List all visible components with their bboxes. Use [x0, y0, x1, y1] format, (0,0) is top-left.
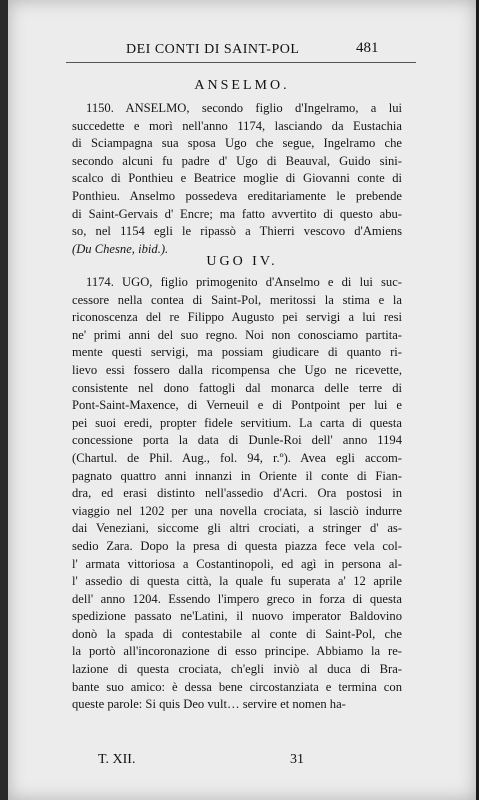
text-line: riconoscenza del re Filippo Augusto pei servigi a lui resi [72, 310, 402, 325]
text-line: dell' anno 1204. Essendo l'impero greco in forza di questa [72, 591, 402, 606]
text-line: pei suoi eredi, propter fidele servitium. La carta di questa [72, 415, 402, 430]
text-line: mente questi servigi, ma possiam giudicare di quanto ri- [72, 345, 402, 360]
running-head-title: DEI CONTI DI SAINT-POL [126, 42, 300, 57]
text-line: scalco di Ponthieu e Beatrice moglie di Giovanni conte di [72, 171, 402, 186]
paragraph-ugo [72, 274, 402, 714]
text-line: pagnato quattro anni innanzi in Oriente il conte di Fian- [72, 468, 402, 483]
text-line: donò la spada di contestabile al conte di Saint-Pol, che [72, 626, 402, 641]
text-line: lievo essi fossero dalla ricompensa che Ugo ne ricevette, [72, 362, 402, 377]
text-line: 1150. ANSELMO, secondo figlio d'Ingelramo, a lui [86, 101, 402, 115]
signature-mark: 31 [290, 752, 304, 767]
text-line: consistente nel dono fattogli dal monarca delle terre di [72, 380, 402, 395]
text-line: 1174. UGO, figlio primogenito d'Anselmo e di lui suc- [86, 275, 402, 289]
text-line: Pont-Saint-Maxence, di Verneuil e di Pontpoint per lui e [72, 398, 402, 413]
text-line: queste parole: Si quis Deo vult… servire et nomen ha- [72, 697, 346, 712]
text-line: (Chartul. de Phil. Aug., fol. 94, r.º). Avea egli accom- [72, 450, 402, 465]
text-line: dra, ed erasi distinto nell'assedio d'Acri. Ora postosi in [72, 486, 402, 501]
text-line: sedio Zara. Dopo la presa di questa piazza fece vela col- [72, 538, 402, 553]
text-line: cessore nella contea di Saint-Pol, meritossi la stima e la [72, 292, 402, 307]
paragraph-anselmo [72, 100, 402, 258]
text-line: Ponthieu. Anselmo possedeva ereditariamente le prebende [72, 188, 402, 203]
text-line: lazione di questa crociata, ch'egli inviò al duca di Bra- [72, 662, 402, 677]
text-line: dai Veneziani, siccome gli altri crociati, a stringer d' as- [72, 521, 402, 536]
text-line: l' armata vittoriosa a Costantinopoli, ed agì in persona al- [72, 556, 402, 571]
text-line: so, nel 1154 egli le ripassò a Thierri vescovo d'Amiens [72, 224, 402, 239]
page-footer [8, 752, 476, 772]
section-heading-ugo: UGO IV. [206, 254, 278, 269]
text-line: concessione porta la data di Dunle-Roi dell' anno 1194 [72, 433, 402, 448]
running-head [8, 42, 476, 62]
header-rule [66, 62, 416, 63]
text-line: spedizione passato ne'Latini, il nuovo imperator Baldovino [72, 609, 402, 624]
text-line: secondo alcuni fu padre d' Ugo di Beauval, Guido sini- [72, 153, 402, 168]
text-line: viaggio nel 1202 per una novella crociata, si lasciò indurre [72, 503, 402, 518]
text-line: succedette e morì nell'anno 1174, lasciando da Eustachia [72, 118, 402, 133]
text-line: (Du Chesne, ibid.). [72, 241, 169, 256]
text-line: di Saint-Gervais d' Encre; ma fatto avvertito di questo abu- [72, 206, 402, 221]
text-line: la portò all'incoronazione di esso principe. Abbiamo la re- [72, 644, 402, 659]
text-line: ne' primi anni del suo regno. Noi non conosciamo partita- [72, 327, 402, 342]
page-number: 481 [356, 40, 379, 56]
section-heading-anselmo: ANSELMO. [194, 78, 290, 93]
text-line: di Sciampagna sua sposa Ugo che segue, Ingelramo che [72, 136, 402, 151]
volume-mark: T. XII. [98, 752, 136, 767]
book-page [8, 0, 476, 800]
text-line: l' assedio di questa città, la quale fu superata a' 12 aprile [72, 574, 402, 589]
text-line: bante suo amico: è dessa bene circostanziata e termina con [72, 679, 402, 694]
